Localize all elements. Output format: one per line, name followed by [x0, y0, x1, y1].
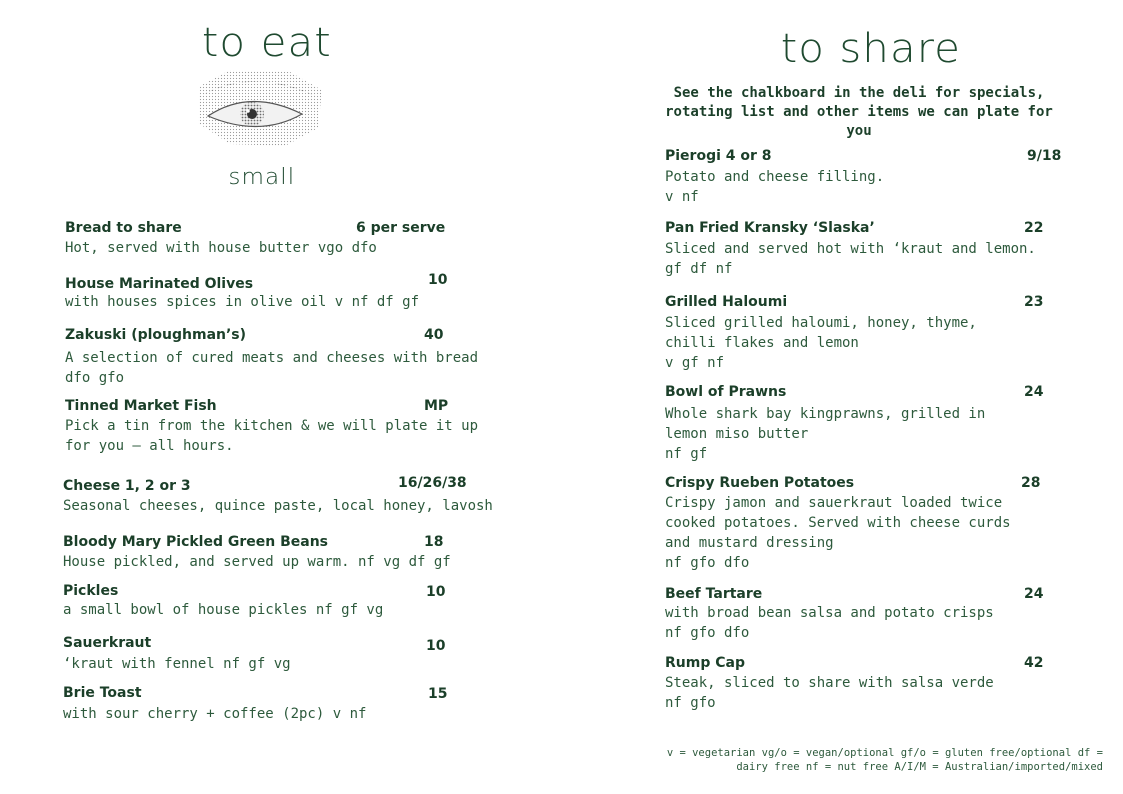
menu-item-name: Cheese 1, 2 or 3 — [63, 478, 191, 494]
menu-item-desc: nf gfo dfo — [665, 555, 750, 571]
menu-item-name: Pierogi 4 or 8 — [665, 148, 772, 164]
menu-item-desc: cooked potatoes. Served with cheese curds — [665, 515, 1011, 531]
menu-item-desc: lemon miso butter — [665, 426, 809, 442]
menu-item-desc: Crispy jamon and sauerkraut loaded twice — [665, 495, 1003, 511]
menu-item-price: 10 — [426, 584, 446, 600]
menu-item-name: Rump Cap — [665, 655, 745, 671]
menu-item-desc: v nf — [665, 189, 699, 205]
menu-item-desc: nf gf — [665, 446, 708, 462]
menu-item-price: 10 — [426, 638, 446, 654]
menu-item-desc: a small bowl of house pickles nf gf vg — [63, 602, 384, 618]
menu-item-desc: with broad bean salsa and potato crisps — [665, 605, 994, 621]
menu-item-desc: Hot, served with house butter vgo dfo — [65, 240, 377, 256]
menu-item-desc: Steak, sliced to share with salsa verde — [665, 675, 994, 691]
intro-line: See the chalkboard in the deli for specials, — [673, 85, 1045, 101]
menu-item-desc: House pickled, and served up warm. nf vg df gf — [63, 554, 451, 570]
eye-illustration-icon — [190, 68, 325, 148]
menu-item-name: Grilled Haloumi — [665, 294, 788, 310]
right-title: to share — [780, 26, 962, 72]
menu-item-name: Beef Tartare — [665, 586, 763, 602]
menu-item-price: 28 — [1021, 475, 1041, 491]
dietary-legend — [667, 746, 1103, 774]
menu-item-desc: ‘kraut with fennel nf gf vg — [63, 656, 291, 672]
menu-item-price: 18 — [424, 534, 444, 550]
menu-item-price: 40 — [424, 327, 444, 343]
menu-item-desc: chilli flakes and lemon — [665, 335, 859, 351]
menu-item-desc: gf df nf — [665, 261, 733, 277]
menu-item-desc: dfo gfo — [65, 370, 125, 386]
menu-item-price: 24 — [1024, 586, 1044, 602]
menu-item-desc: nf gfo — [665, 695, 716, 711]
menu-item-name: Bread to share — [65, 220, 182, 236]
menu-item-price: 42 — [1024, 655, 1044, 671]
menu-item-name: Sauerkraut — [63, 635, 152, 651]
menu-item-desc: with sour cherry + coffee (2pc) v nf — [63, 706, 367, 722]
menu-item-desc: Seasonal cheeses, quince paste, local honey, lavosh — [63, 498, 493, 514]
menu-item-desc: v gf nf — [665, 355, 725, 371]
menu-item-name: Bloody Mary Pickled Green Beans — [63, 534, 329, 550]
menu-item-name: Brie Toast — [63, 685, 142, 701]
menu-item-desc: A selection of cured meats and cheeses with bread — [65, 350, 479, 366]
menu-item-desc: nf gfo dfo — [665, 625, 750, 641]
left-subtitle: small — [228, 165, 296, 190]
left-title: to eat — [201, 20, 332, 66]
menu-item-price: 16/26/38 — [398, 475, 467, 491]
menu-item-price: 6 per serve — [356, 220, 446, 236]
menu-item-desc: with houses spices in olive oil v nf df gf — [65, 294, 420, 310]
menu-item-price: 10 — [428, 272, 448, 288]
menu-item-desc: and mustard dressing — [665, 535, 834, 551]
menu-item-name: House Marinated Olives — [65, 276, 254, 292]
menu-item-price: 22 — [1024, 220, 1044, 236]
menu-item-price: 9/18 — [1027, 148, 1062, 164]
menu-item-desc: Whole shark bay kingprawns, grilled in — [665, 406, 986, 422]
menu-item-name: Tinned Market Fish — [65, 398, 217, 414]
menu-item-name: Crispy Rueben Potatoes — [665, 475, 855, 491]
right-intro — [650, 84, 1068, 141]
legend-line: dairy free nf = nut free A/I/M = Australian/imported/mixed — [736, 761, 1103, 773]
menu-item-desc: Pick a tin from the kitchen & we will plate it up — [65, 418, 479, 434]
menu-item-name: Zakuski (ploughman’s) — [65, 327, 247, 343]
legend-line: v = vegetarian vg/o = vegan/optional gf/o = gluten free/optional df = — [666, 747, 1103, 759]
menu-item-price: MP — [424, 398, 449, 414]
menu-item-price: 24 — [1024, 384, 1044, 400]
menu-item-name: Bowl of Prawns — [665, 384, 787, 400]
intro-line: rotating list and other items we can plate for you — [665, 104, 1053, 139]
menu-item-price: 23 — [1024, 294, 1044, 310]
menu-item-desc: Potato and cheese filling. — [665, 169, 885, 185]
menu-item-name: Pickles — [63, 583, 119, 599]
menu-item-desc: Sliced grilled haloumi, honey, thyme, — [665, 315, 977, 331]
menu-item-name: Pan Fried Kransky ‘Slaska’ — [665, 220, 875, 236]
menu-item-desc: for you — all hours. — [65, 438, 234, 454]
menu-item-desc: Sliced and served hot with ‘kraut and lemon. — [665, 241, 1036, 257]
menu-item-price: 15 — [428, 686, 448, 702]
